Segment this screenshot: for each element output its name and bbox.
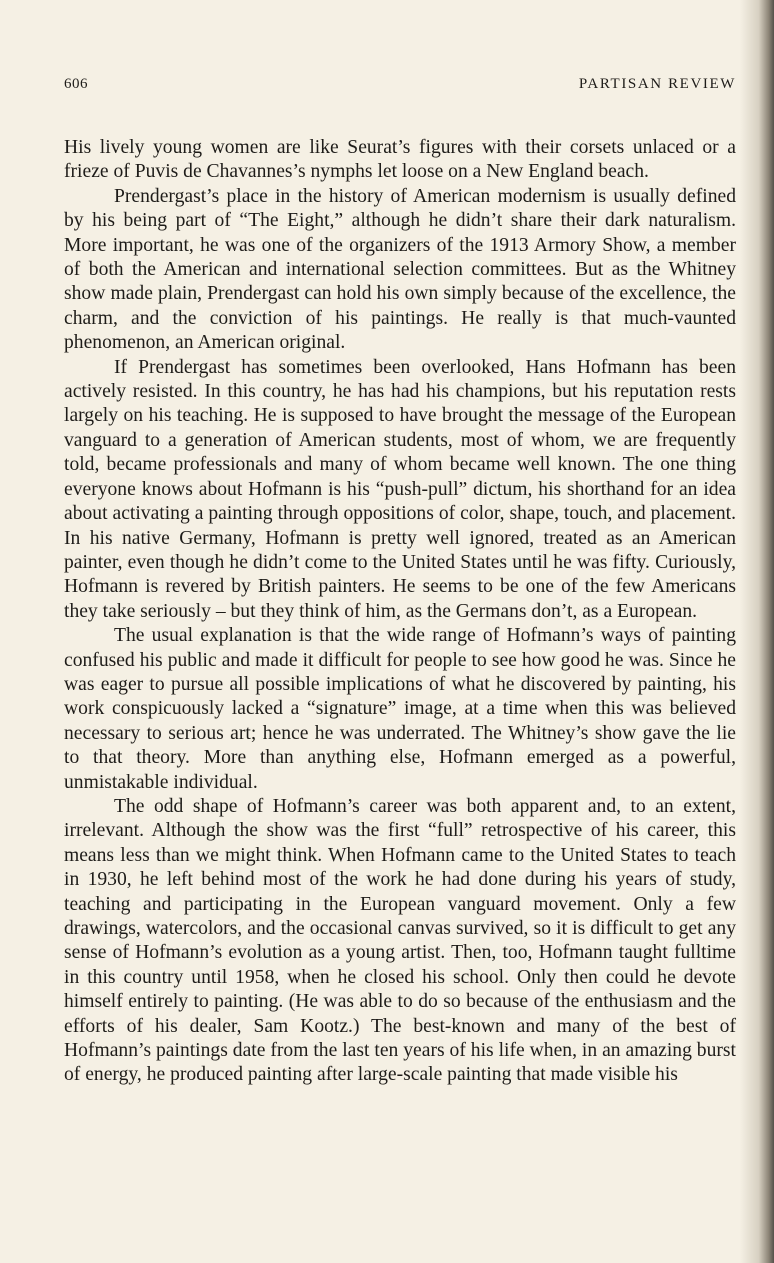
page-edge-shadow [740,0,774,1263]
running-head: PARTISAN REVIEW [578,76,736,92]
paragraph: The usual explanation is that the wide range of Hofmann’s ways of painting confused his public and made it difficult for people to see how good he was. Since he was eager to pursue all possible implications of what he discovered by painting, his work conspicuously lacked a “signature” image, at a time when this was believed necessary to serious art; hence he was underrated. The Whitney’s show gave the lie to that theory. More than anything else, Hofmann emerged as a powerful, unmistakable individual. [64,625,736,793]
paragraph: Prendergast’s place in the history of American modernism is usually defined by his being part of “The Eight,” although he didn’t share their dark naturalism. More important, he was one of the organizers of the 1913 Armory Show, a member of both the American and international selection committees. But as the Whitney show made plain, Prendergast can hold his own simply because of the excellence, the charm, and the conviction of his paintings. He really is that much-vaunted phenomenon, an American original. [64,185,736,354]
paragraph: If Prendergast has sometimes been overlooked, Hans Hofmann has been actively resisted. In this country, he has had his champions, but his reputation rests largely on his teaching. He is supposed to have brought the message of the European vanguard to a generation of American students, most of whom, we are frequently told, became professionals and many of whom became well known. The one thing everyone knows about Hofmann is his “push-pull” dictum, his shorthand for an idea about activating a painting through oppositions of color, shape, touch, and placement. In his native Germany, Hofmann is pretty well ignored, treated as an American painter, even though he didn’t come to the United States until he was fifty. Curiously, Hofmann is revered by British painters. He seems to be one of the few Americans they take seriously – but they think of him, as the Germans don’t, as a European. [64,356,736,622]
page-header [64,76,736,98]
paragraph: His lively young women are like Seurat’s figures with their corsets unlaced or a frieze of Puvis de Chavannes’s nymphs let loose on a New England beach. [64,137,736,183]
paragraph: The odd shape of Hofmann’s career was both apparent and, to an extent, irrelevant. Although the show was the first “full” retrospective of his career, this means less than we might think. When Hofmann came to the United States to teach in 1930, he left behind most of the work he had done during his years of study, teaching and participating in the European vanguard movement. Only a few drawings, watercolors, and the occasional canvas survived, so it is difficult to get any sense of Hofmann’s evolution as a young artist. Then, too, Hofmann taught fulltime in this country until 1958, when he closed his school. Only then could he devote himself entirely to painting. (He was able to do so because of the enthusiasm and the efforts of his dealer, Sam Kootz.) The best-known and many of the best of Hofmann’s paintings date from the last ten years of his life when, in an amazing burst of energy, he produced painting after large-scale painting that made visible his [64,795,736,1086]
page-number: 606 [64,76,88,92]
body-text [64,136,736,1088]
